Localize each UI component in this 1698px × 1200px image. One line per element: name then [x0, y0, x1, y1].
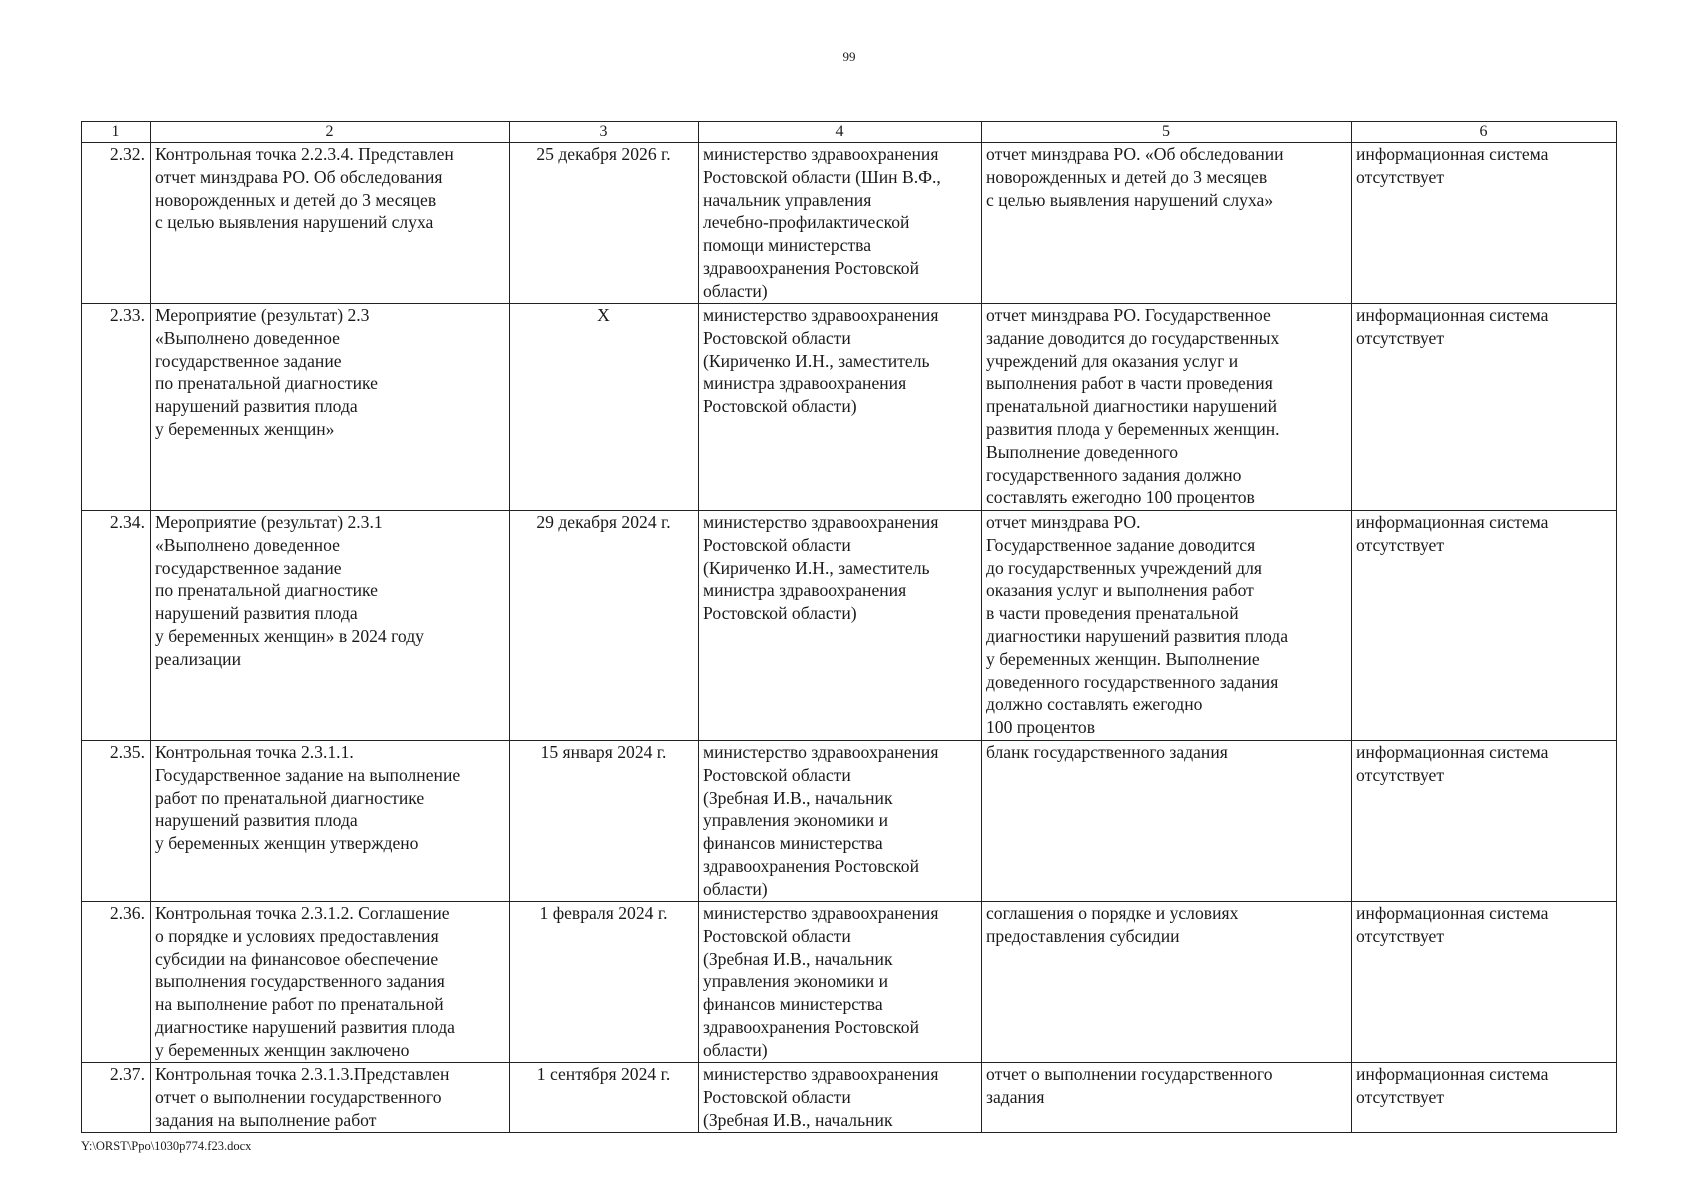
page-number: 99	[842, 49, 856, 64]
table-row	[82, 1063, 1617, 1133]
information-system: информационная система отсутствует	[1352, 741, 1617, 902]
table-row	[82, 902, 1617, 1063]
responsible-executor: министерство здравоохранения Ростовской области (Зребная И.В., начальник управления экономики и финансов министерства здравоохранения Ростовской области)	[699, 741, 982, 902]
measure-name: Мероприятие (результат) 2.3 «Выполнено доведенное государственное задание по пренатальной диагностике нарушений развития плода у беременных женщин»	[151, 304, 510, 511]
measure-name: Контрольная точка 2.3.1.1. Государственное задание на выполнение работ по пренатальной диагностике нарушений развития плода у беременных женщин утверждено	[151, 741, 510, 902]
information-system: информационная система отсутствует	[1352, 1063, 1617, 1133]
confirming-document: отчет минздрава РО. «Об обследовании новорожденных и детей до 3 месяцев с целью выявления нарушений слуха»	[982, 143, 1352, 304]
deadline-date: 29 декабря 2024 г.	[510, 511, 699, 741]
row-number: 2.37.	[82, 1063, 151, 1133]
deadline-date: 1 сентября 2024 г.	[510, 1063, 699, 1133]
information-system: информационная система отсутствует	[1352, 143, 1617, 304]
deadline-date: 25 декабря 2026 г.	[510, 143, 699, 304]
responsible-executor: министерство здравоохранения Ростовской области (Шин В.Ф., начальник управления лечебно-профилактической помощи министерства здравоохранения Ростовской области)	[699, 143, 982, 304]
header-col-3: 3	[510, 122, 699, 143]
responsible-executor: министерство здравоохранения Ростовской области (Кириченко И.Н., заместитель министра здравоохранения Ростовской области)	[699, 304, 982, 511]
confirming-document: отчет о выполнении государственного задания	[982, 1063, 1352, 1133]
confirming-document: соглашения о порядке и условиях предоставления субсидии	[982, 902, 1352, 1063]
header-col-4: 4	[699, 122, 982, 143]
table-row	[82, 143, 1617, 304]
measure-name: Контрольная точка 2.3.1.2. Соглашение о порядке и условиях предоставления субсидии на финансовое обеспечение выполнения государственного задания на выполнение работ по пренатальной диагностике нарушений развития плода у беременных женщин заключено	[151, 902, 510, 1063]
measure-name: Контрольная точка 2.2.3.4. Представлен отчет минздрава РО. Об обследования новорожденных и детей до 3 месяцев с целью выявления нарушений слуха	[151, 143, 510, 304]
information-system: информационная система отсутствует	[1352, 511, 1617, 741]
header-col-5: 5	[982, 122, 1352, 143]
deadline-date: 15 января 2024 г.	[510, 741, 699, 902]
table-row	[82, 741, 1617, 902]
measure-name: Мероприятие (результат) 2.3.1 «Выполнено доведенное государственное задание по пренатальной диагностике нарушений развития плода у беременных женщин» в 2024 году реализации	[151, 511, 510, 741]
information-system: информационная система отсутствует	[1352, 902, 1617, 1063]
row-number: 2.35.	[82, 741, 151, 902]
header-col-1: 1	[82, 122, 151, 143]
table-row	[82, 304, 1617, 511]
table-row	[82, 511, 1617, 741]
confirming-document: отчет минздрава РО. Государственное задание доводится до государственных учреждений для оказания услуг и выполнения работ в части проведения пренатальной диагностики нарушений развития плода у беременных женщин. Выполнение доведенного государственного задания должно составлять ежегодно 100 процентов	[982, 304, 1352, 511]
confirming-document: отчет минздрава РО. Государственное задание доводится до государственных учреждений для оказания услуг и выполнения работ в части проведения пренатальной диагностики нарушений развития плода у беременных женщин. Выполнение доведенного государственного задания должно составлять ежегодно 100 процентов	[982, 511, 1352, 741]
row-number: 2.34.	[82, 511, 151, 741]
header-col-2: 2	[151, 122, 510, 143]
deadline-date: 1 февраля 2024 г.	[510, 902, 699, 1063]
information-system: информационная система отсутствует	[1352, 304, 1617, 511]
confirming-document: бланк государственного задания	[982, 741, 1352, 902]
responsible-executor: министерство здравоохранения Ростовской области (Кириченко И.Н., заместитель министра здравоохранения Ростовской области)	[699, 511, 982, 741]
plan-table	[81, 121, 1617, 1133]
row-number: 2.33.	[82, 304, 151, 511]
row-number: 2.32.	[82, 143, 151, 304]
row-number: 2.36.	[82, 902, 151, 1063]
deadline-date: Х	[510, 304, 699, 511]
measure-name: Контрольная точка 2.3.1.3.Представлен отчет о выполнении государственного задания на выполнение работ	[151, 1063, 510, 1133]
table-header-row	[82, 122, 1617, 143]
file-path-footer: Y:\ORST\Ppo\1030p774.f23.docx	[81, 1139, 252, 1153]
responsible-executor: министерство здравоохранения Ростовской области (Зребная И.В., начальник	[699, 1063, 982, 1133]
header-col-6: 6	[1352, 122, 1617, 143]
responsible-executor: министерство здравоохранения Ростовской области (Зребная И.В., начальник управления экономики и финансов министерства здравоохранения Ростовской области)	[699, 902, 982, 1063]
